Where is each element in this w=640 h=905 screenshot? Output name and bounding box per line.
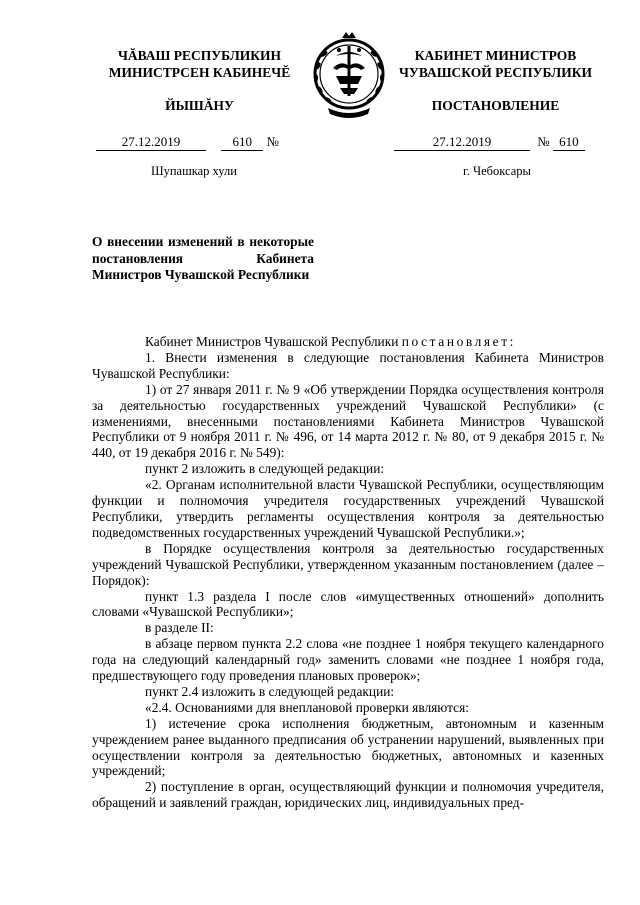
document-title: О внесении изменений в некоторые постановления Кабинета Министров Чувашской Республики [92,234,314,282]
intro-decree-word: постановляет: [401,334,516,349]
header-left-line1: ЧĂВАШ РЕСПУБЛИКИН [117,48,282,63]
right-date: 27.12.2019 [394,134,530,151]
body-paragraph: «2.4. Основаниями для внеплановой проверки являются: [145,699,469,715]
intro-text: Кабинет Министров Чувашской Республики [145,334,402,349]
right-number-sign: № [537,134,550,149]
doc-type-right: ПОСТАНОВЛЕНИЕ [431,98,560,113]
left-number: 610 [221,134,263,151]
document-body [92,334,604,811]
body-paragraph: 1) от 27 января 2011 г. № 9 «Об утверждении Порядка осуществления контроля за деятельностью государственных учреждений Чувашской Республики» (с изменениями, внесенными постановлениями Кабинета Министров Чувашской Республики от 9 ноября 2011 г. № 496, от 14 марта 2012 г. № 80, от 9 декабря 2015 г. № 440, от 19 декабря 2016 г. № 549): [92,381,604,461]
doc-type-left: ЙЫШĂНУ [165,98,234,113]
header-right-line2: ЧУВАШСКОЙ РЕСПУБЛИКИ [399,65,592,80]
body-paragraph: в абзаце первом пункта 2.2 слова «не позднее 1 ноября текущего календарного года на следующий календарный год» заменить словами «не позднее 1 ноября года, предшествующего году проведения плановых проверок»; [92,636,604,684]
header-right-line1: КАБИНЕТ МИНИСТРОВ [414,48,577,63]
body-paragraph: пункт 2.4 изложить в следующей редакции: [145,683,395,699]
intro-paragraph [92,334,604,350]
chuvash-coat-of-arms-icon [306,26,392,126]
body-paragraph: пункт 1.3 раздела I после слов «имущественных отношений» дополнить словами «Чувашской Республики»; [92,588,604,620]
meta-left-date-number [96,134,279,151]
body-paragraph: в разделе II: [145,620,214,636]
left-number-sign: № [266,134,279,149]
left-place: Шупашкар хули [151,164,237,178]
header-left-line2: МИНИСТРСЕН КАБИНЕЧĔ [108,65,291,80]
header-right-org [388,47,603,81]
body-paragraph: 1) истечение срока исполнения бюджетным, автономным и казенным учреждением ранее выданного предписания об устранении нарушений, выявленных при осуществлении контроля за деятельностью бюджетных, автономных и казенных учреждений; [92,715,604,779]
right-place: г. Чебоксары [463,164,531,178]
body-paragraph: в Порядке осуществления контроля за деятельностью государственных учреждений Чувашской Республики, утвержденном указанным постановлением (далее – Порядок): [92,540,604,588]
header-left-org [92,47,307,81]
body-paragraph: пункт 2 изложить в следующей редакции: [145,461,385,477]
right-number: 610 [553,134,585,151]
body-paragraph: «2. Органам исполнительной власти Чувашской Республики, осуществляющим функции и полномочия учредителя государственных учреждений Чувашской Республики, утвердить регламенты осуществления контроля за деятельностью подведомственных государственных учреждений Чувашской Республики.»; [92,477,604,540]
body-paragraph: 2) поступление в орган, осуществляющий функции и полномочия учредителя, обращений и заявлений граждан, юридических лиц, индивидуальных пред- [92,779,604,811]
meta-right-date-number [394,134,585,151]
left-date: 27.12.2019 [96,134,206,151]
body-paragraph: 1. Внести изменения в следующие постановления Кабинета Министров Чувашской Республики: [92,349,604,381]
